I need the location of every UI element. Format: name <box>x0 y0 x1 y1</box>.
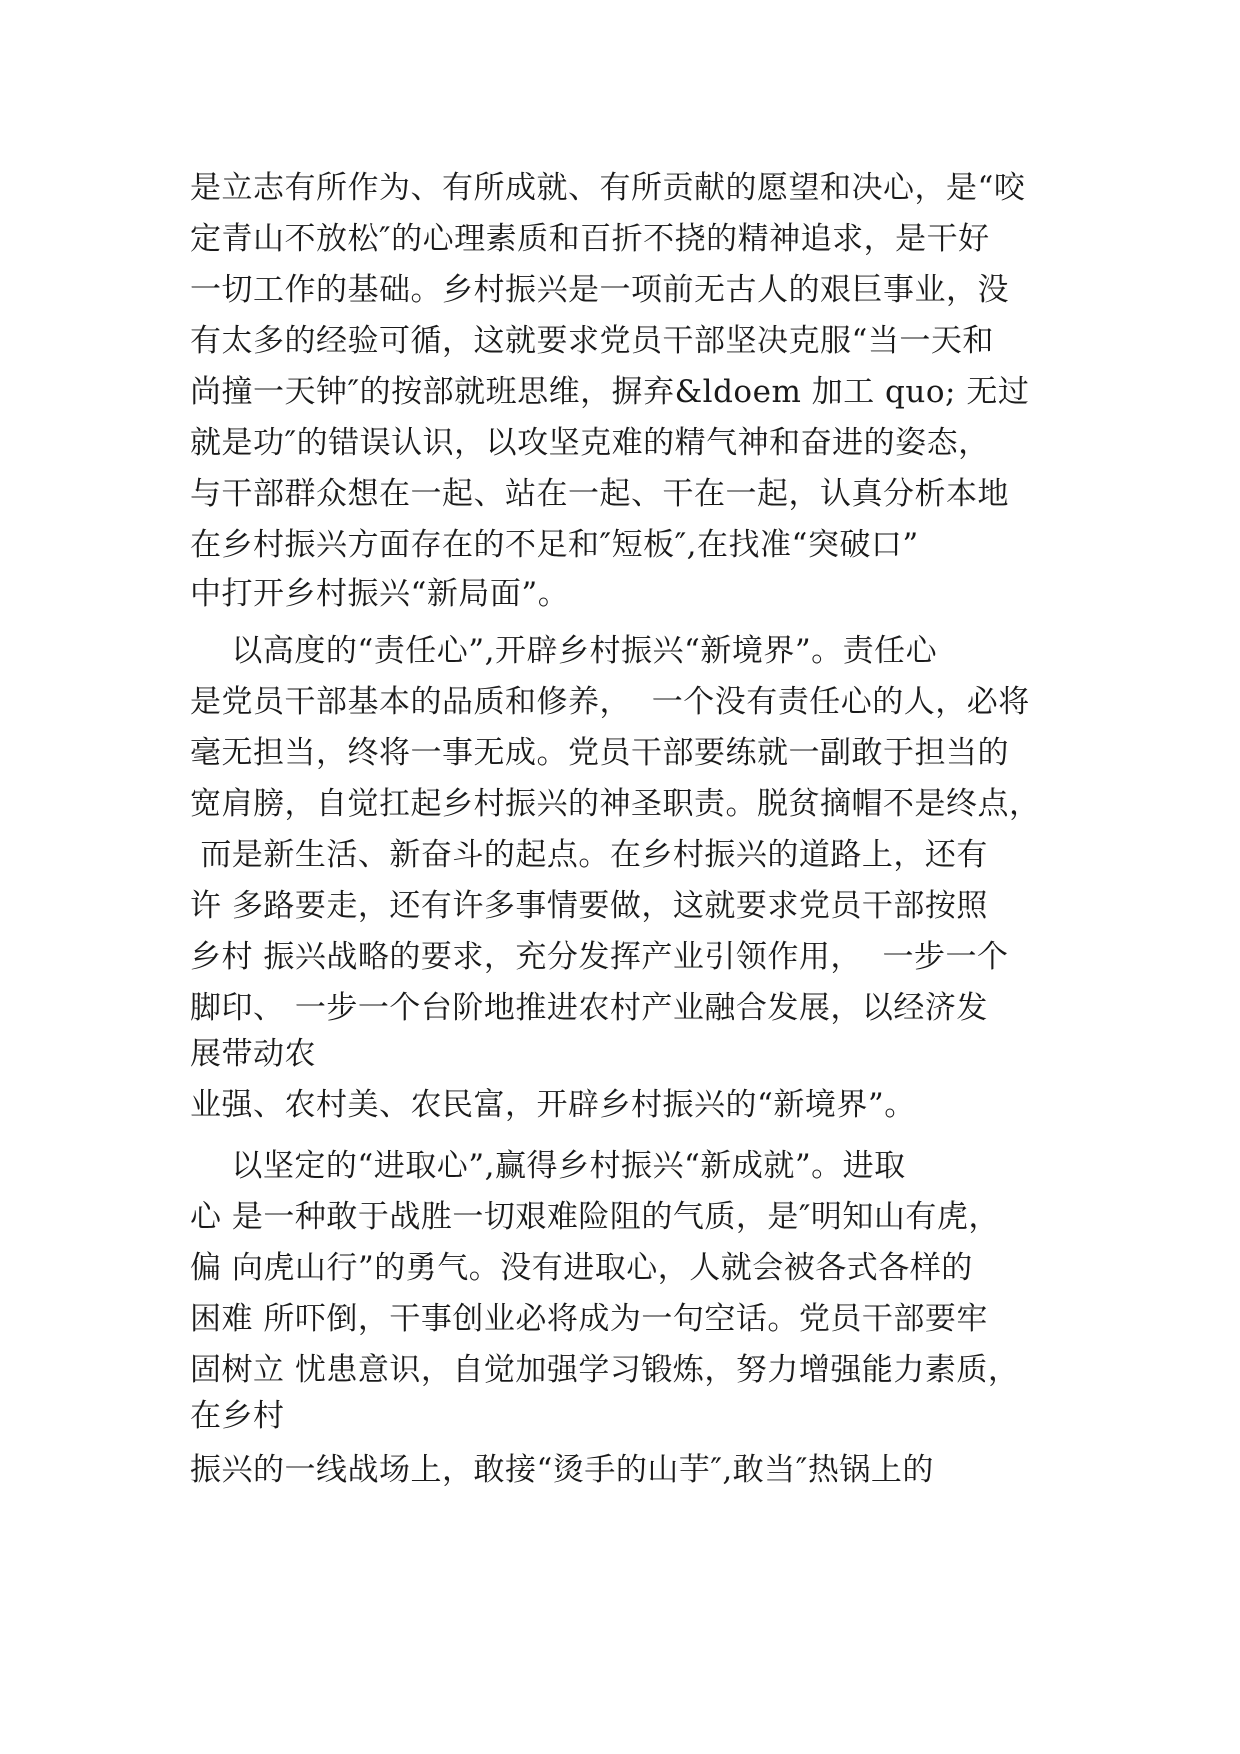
text-line: 是党员干部基本的品质和修养， 一个没有责任心的人，必将 <box>190 684 1030 720</box>
text-line: 在乡村振兴方面存在的不足和″短板″,在找准“突破口” <box>190 527 919 563</box>
text-line: 就是功″的错误认识，以攻坚克难的精气神和奋进的姿态， <box>190 425 990 461</box>
text-line: 与干部群众想在一起、站在一起、干在一起，认真分析本地 <box>190 476 1009 512</box>
text-line: 一切工作的基础。乡村振兴是一项前无古人的艰巨事业，没 <box>190 272 1009 308</box>
text-line: 心 是一种敢于战胜一切艰难险阻的气质，是″明知山有虎， <box>190 1199 1000 1235</box>
text-line: 脚印、 一步一个台阶地推进农村产业融合发展，以经济发 <box>190 990 988 1026</box>
text-line: 以高度的“责任心”,开辟乡村振兴“新境界”。责任心 <box>190 633 938 669</box>
text-line: 而是新生活、新奋斗的起点。在乡村振兴的道路上，还有 <box>190 837 988 873</box>
text-line: 振兴的一线战场上，敢接“烫手的山芋″,敢当″热锅上的 <box>190 1452 934 1488</box>
text-line: 有太多的经验可循，这就要求党员干部坚决克服“当一天和 <box>190 323 994 359</box>
text-line: 定青山不放松″的心理素质和百折不挠的精神追求，是干好 <box>190 221 990 257</box>
text-line: 偏 向虎山行”的勇气。没有进取心，人就会被各式各样的 <box>190 1250 973 1286</box>
text-line: 许 多路要走，还有许多事情要做，这就要求党员干部按照 <box>190 888 988 924</box>
text-line: 宽肩膀，自觉扛起乡村振兴的神圣职责。脱贫摘帽不是终点， <box>190 786 1041 822</box>
text-line: 毫无担当，终将一事无成。党员干部要练就一副敢于担当的 <box>190 735 1009 771</box>
text-line: 乡村 振兴战略的要求，充分发挥产业引领作用， 一步一个 <box>190 939 1009 975</box>
text-line: 在乡村 <box>190 1398 285 1434</box>
text-line: 固树立 忧患意识，自觉加强学习锻炼，努力增强能力素质， <box>190 1352 1020 1388</box>
text-line: 困难 所吓倒，干事创业必将成为一句空话。党员干部要牢 <box>190 1301 988 1337</box>
text-line: 展带动农 <box>190 1036 316 1072</box>
text-line: 业强、农村美、农民富，开辟乡村振兴的“新境界”。 <box>190 1087 916 1123</box>
text-line: 尚撞一天钟″的按部就班思维，摒弃&ldoem 加工 quo; 无过 <box>190 374 1030 410</box>
text-line: 是立志有所作为、有所成就、有所贡献的愿望和决心，是“咬 <box>190 170 1026 206</box>
text-line: 中打开乡村振兴“新局面”。 <box>190 576 570 612</box>
text-line: 以坚定的“进取心”,赢得乡村振兴“新成就”。进取 <box>190 1148 906 1184</box>
